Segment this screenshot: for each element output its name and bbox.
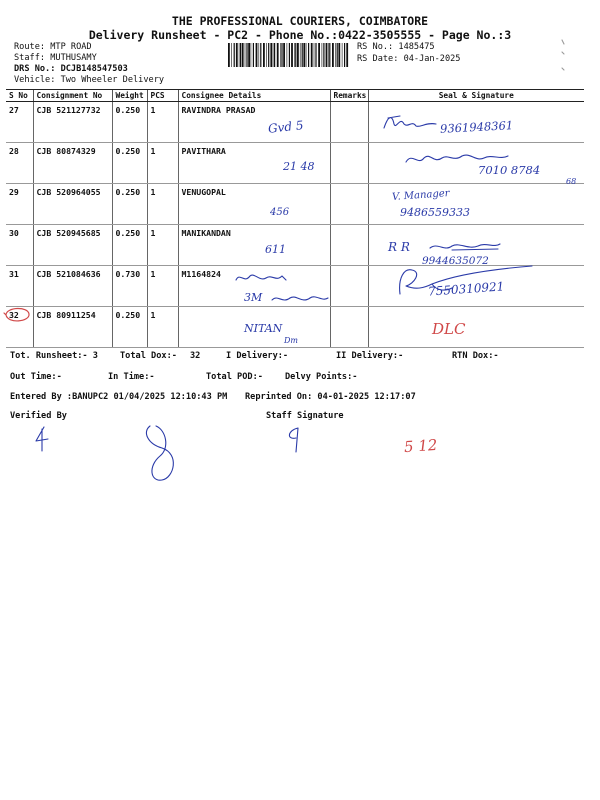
route: Route: MTP ROAD (14, 42, 92, 52)
cell-consignment: CJB 521127732 (33, 102, 112, 143)
red-handwritten-number: 5 12 (403, 435, 438, 457)
cell-consignment: CJB 520945685 (33, 225, 112, 266)
barcode-bar (300, 43, 301, 67)
verified-signature (140, 422, 190, 484)
barcode-bar (280, 43, 281, 67)
cell-sno: 30 (6, 225, 33, 266)
barcode-bar (228, 43, 230, 67)
barcode-bar (253, 43, 254, 67)
col-remarks: Remarks (330, 90, 368, 102)
staff-signature (282, 424, 308, 454)
barcode-bar (326, 43, 328, 67)
cell-pcs: 1 (147, 307, 178, 348)
handwritten-name: V. Manager (391, 188, 450, 203)
cell-consignee: VENUGOPAL (178, 184, 330, 225)
out-time: Out Time:- (10, 372, 62, 382)
cell-consignee: RAVINDRA PRASAD (178, 102, 330, 143)
cell-remarks (330, 102, 368, 143)
barcode-bar (295, 43, 296, 67)
barcode-bar (283, 43, 285, 67)
cell-sno: 29 (6, 184, 33, 225)
barcode-bar (236, 43, 238, 67)
runsheet-title: THE PROFESSIONAL COURIERS, COIMBATORE (171, 14, 429, 28)
table-header-row (6, 90, 584, 102)
staff: Staff: MUTHUSAMY (14, 53, 97, 63)
barcode-bar (318, 43, 320, 67)
barcode-bar (270, 43, 272, 67)
col-consignee-details: Consignee Details (178, 90, 330, 102)
handwritten-note: 68 (566, 177, 577, 186)
cell-pcs: 1 (147, 266, 178, 307)
cell-remarks (330, 143, 368, 184)
barcode-bar (306, 43, 307, 67)
cell-sno: 32 (6, 307, 33, 348)
handwritten-name: NITAN (244, 322, 283, 335)
rs-number: RS No.: 1485475 (357, 42, 435, 52)
cell-remarks (330, 266, 368, 307)
handwritten-note: 3M (244, 291, 263, 304)
barcode (228, 43, 350, 67)
barcode-bar (246, 43, 247, 67)
verified-by-label: Verified By (10, 411, 67, 421)
ii-delivery: II Delivery:- (336, 351, 404, 361)
handwritten-phone: 9486559333 (400, 206, 470, 219)
red-handwritten-stamp: DLC (432, 320, 466, 338)
col-weight: Weight (112, 90, 147, 102)
barcode-bar (248, 43, 250, 67)
cell-signature (368, 143, 584, 184)
barcode-bar (263, 43, 265, 67)
barcode-bar (323, 43, 324, 67)
barcode-bar (242, 43, 244, 67)
cell-remarks (330, 225, 368, 266)
barcode-bar (335, 43, 336, 67)
barcode-bar (302, 43, 303, 67)
barcode-bar (259, 43, 260, 67)
vehicle: Vehicle: Two Wheeler Delivery (14, 75, 165, 85)
handwritten-phone: 9944635072 (422, 255, 489, 267)
reprinted-on: Reprinted On: 04-01-2025 12:17:07 (245, 392, 416, 402)
barcode-bar (297, 43, 299, 67)
barcode-bar (329, 43, 330, 67)
barcode-bar (311, 43, 313, 67)
barcode-bar (332, 43, 334, 67)
cell-sno: 31 (6, 266, 33, 307)
cell-consignee: PAVITHARA (178, 143, 330, 184)
barcode-bar (273, 43, 274, 67)
i-delivery: I Delivery:- (226, 351, 289, 361)
handwritten-phone: 7550310921 (427, 279, 505, 299)
total-dox-value: 32 (190, 351, 201, 361)
barcode-bar (346, 43, 348, 67)
barcode-bar (322, 43, 323, 67)
handwritten-phone: 7010 8784 (478, 163, 541, 177)
col-sno: S No (6, 90, 33, 102)
drs-number: DRS No.: DCJB148547503 (14, 64, 128, 74)
margin-marks (558, 38, 568, 78)
barcode-bar (328, 43, 329, 67)
barcode-bar (308, 43, 309, 67)
barcode-bar (315, 43, 316, 67)
entered-by: Entered By :BANUPC2 01/04/2025 12:10:43 PM (10, 392, 228, 402)
barcode-bar (337, 43, 338, 67)
barcode-bar (251, 43, 252, 67)
col-consignment-no: Consignment No (33, 90, 112, 102)
barcode-bar (277, 43, 279, 67)
handwritten-note: 611 (265, 243, 286, 256)
cell-consignment: CJB 80911254 (33, 307, 112, 348)
rtn-dox: RTN Dox:- (452, 351, 499, 361)
in-time: In Time:- (108, 372, 155, 382)
barcode-bar (245, 43, 246, 67)
barcode-bar (291, 43, 293, 67)
cell-remarks (330, 307, 368, 348)
cell-sno: 27 (6, 102, 33, 143)
total-dox-label: Total Dox:- (120, 351, 177, 361)
barcode-bar (289, 43, 290, 67)
handwritten-name: R R (388, 240, 410, 254)
barcode-bar (338, 43, 340, 67)
barcode-bar (342, 43, 343, 67)
rs-date: RS Date: 04-Jan-2025 (357, 54, 461, 64)
cell-weight: 0.250 (112, 184, 147, 225)
cell-weight: 0.250 (112, 143, 147, 184)
barcode-bar (239, 43, 240, 67)
col-seal-signature: Seal & Signature (368, 90, 584, 102)
barcode-bar (266, 43, 267, 67)
cell-consignee: M1164824 (178, 266, 330, 307)
barcode-bar (314, 43, 315, 67)
barcode-bar (256, 43, 258, 67)
barcode-bar (344, 43, 345, 67)
col-pcs: PCS (147, 90, 178, 102)
handwritten-note: Dm (284, 336, 298, 345)
cell-consignment: CJB 80874329 (33, 143, 112, 184)
barcode-bar (260, 43, 261, 67)
cell-pcs: 1 (147, 184, 178, 225)
barcode-bar (281, 43, 282, 67)
verified-signature (30, 425, 52, 453)
cell-sno: 28 (6, 143, 33, 184)
barcode-bar (234, 43, 235, 67)
handwritten-phone: 9361948361 (439, 118, 514, 136)
runsheet-subtitle: Delivery Runsheet - PC2 - Phone No.:0422-3505555 - Page No.:3 (88, 28, 512, 42)
table-row (6, 225, 584, 266)
cell-consignee: MANIKANDAN (178, 225, 330, 266)
cell-pcs: 1 (147, 143, 178, 184)
delvy-points: Delvy Points:- (285, 372, 358, 382)
cell-consignment: CJB 521084636 (33, 266, 112, 307)
cell-consignment: CJB 520964055 (33, 184, 112, 225)
table-row (6, 184, 584, 225)
cell-weight: 0.250 (112, 102, 147, 143)
cell-pcs: 1 (147, 225, 178, 266)
barcode-bar (287, 43, 288, 67)
cell-weight: 0.250 (112, 307, 147, 348)
handwritten-note: 456 (270, 207, 290, 218)
cell-remarks (330, 184, 368, 225)
handwritten-note: 21 48 (283, 160, 315, 173)
cell-pcs: 1 (147, 102, 178, 143)
barcode-bar (274, 43, 275, 67)
barcode-bar (231, 43, 232, 67)
staff-signature-label: Staff Signature (266, 411, 344, 421)
tot-runsheet: Tot. Runsheet:- 3 (10, 351, 98, 361)
handwritten-note: Gvd 5 (267, 118, 305, 136)
barcode-bar (268, 43, 269, 67)
barcode-bar (303, 43, 305, 67)
cell-weight: 0.250 (112, 225, 147, 266)
barcode-bar (294, 43, 295, 67)
cell-signature (368, 307, 584, 348)
barcode-bar (240, 43, 241, 67)
total-pod: Total POD:- (206, 372, 263, 382)
cell-weight: 0.730 (112, 266, 147, 307)
